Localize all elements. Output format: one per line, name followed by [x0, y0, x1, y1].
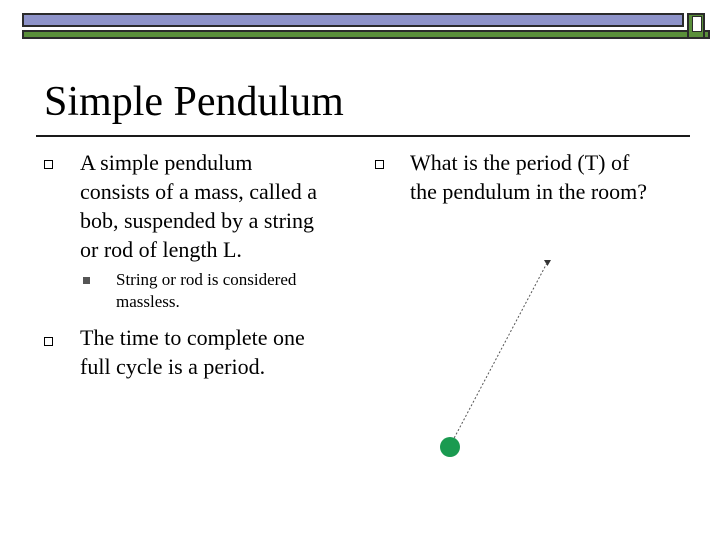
pivot-icon	[544, 260, 551, 266]
bullet-line: consists of a mass, called a	[80, 179, 318, 204]
bullet-line: What is the period (T) of	[410, 150, 630, 175]
bullet-line: the pendulum in the room?	[410, 179, 648, 204]
bullet-line: or rod of length L.	[80, 237, 242, 262]
sub-bullet-line: String or rod is considered	[116, 270, 297, 289]
bullet-line: bob, suspended by a string	[80, 208, 315, 233]
bullet-line: A simple pendulum	[80, 150, 253, 175]
pendulum-bob	[440, 437, 460, 457]
pendulum-string	[451, 263, 547, 444]
bullet-line: full cycle is a period.	[80, 354, 266, 379]
slide-title: Simple Pendulum	[44, 79, 344, 125]
bullet-line: The time to complete one	[80, 325, 305, 350]
sub-bullet-line: massless.	[116, 292, 180, 311]
